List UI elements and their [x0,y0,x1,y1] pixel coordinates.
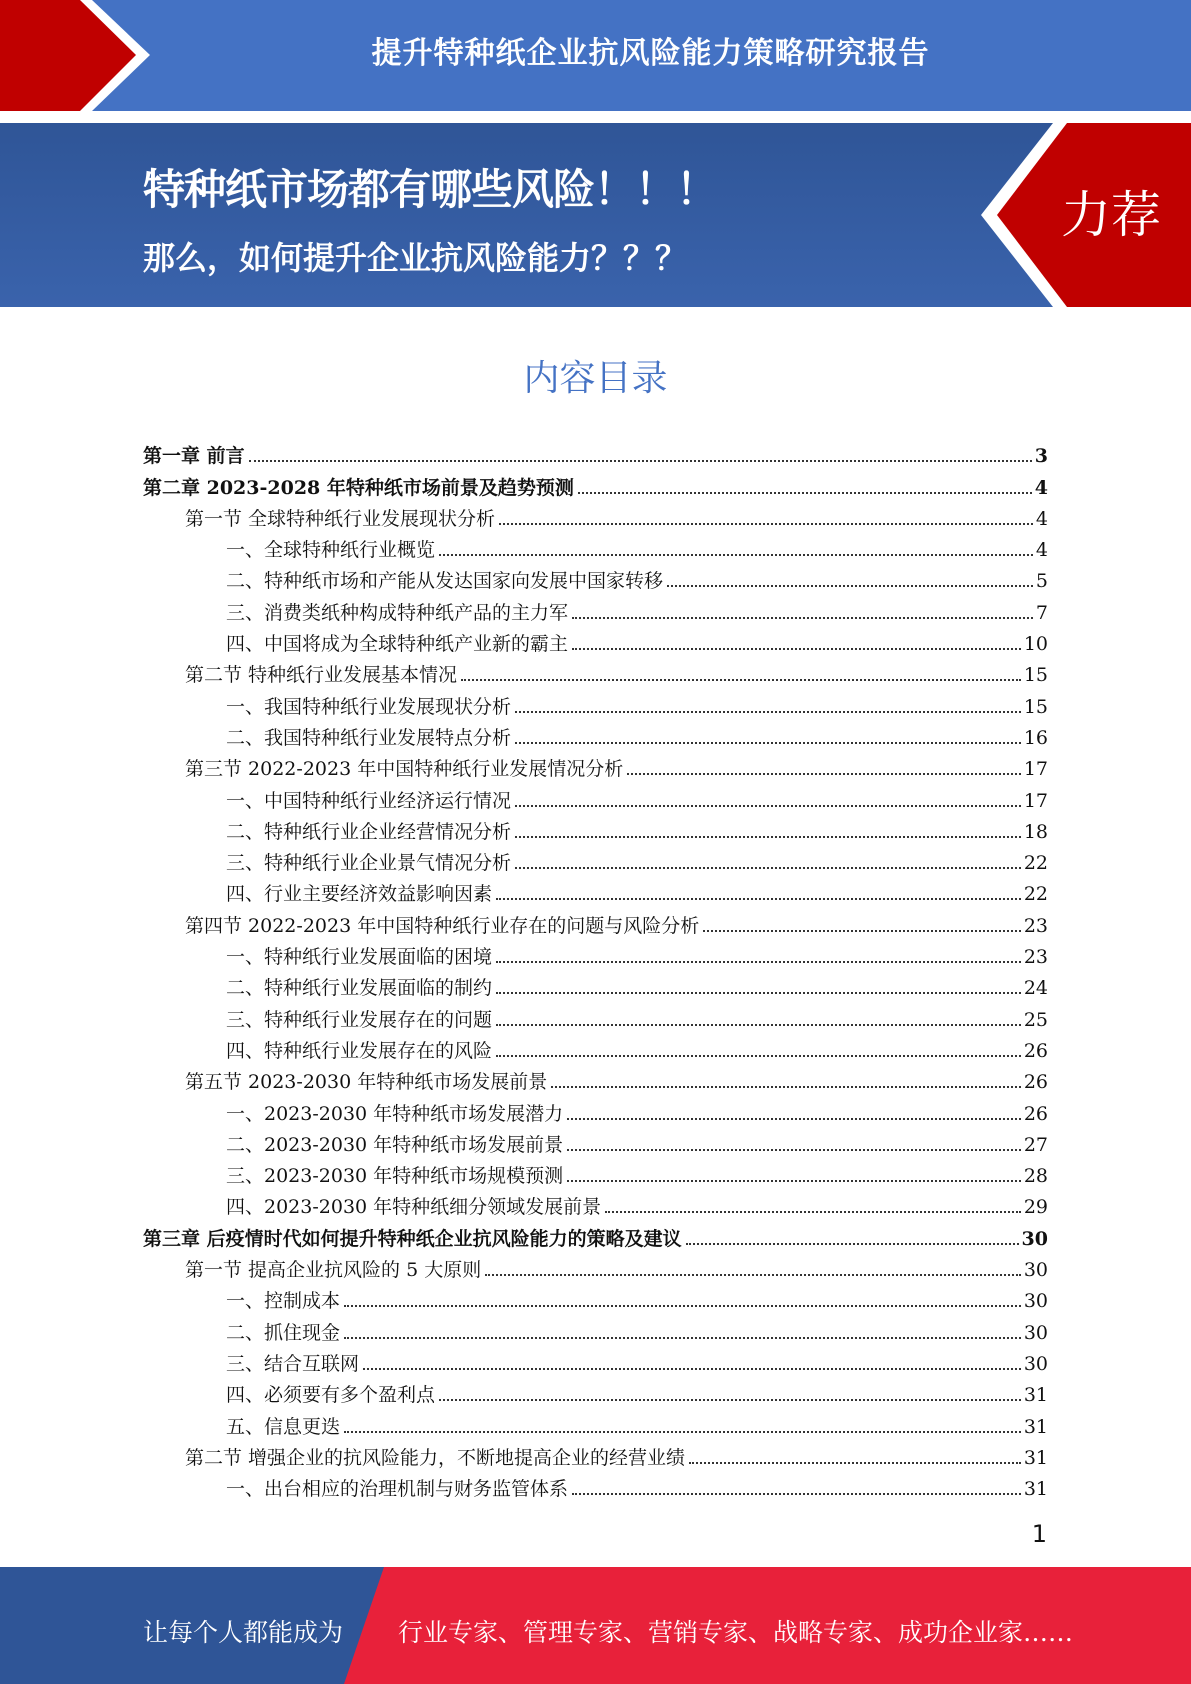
toc-entry-page: 30 [1023,1352,1048,1375]
toc-entry-title: 一、出台相应的治理机制与财务监管体系 [226,1478,569,1501]
toc-entry-page: 22 [1023,852,1048,875]
toc-entry-page: 4 [1035,539,1048,562]
toc-entry[interactable] [143,937,1048,968]
toc-dot-leader [515,867,1021,869]
toc-entry-title: 四、必须要有多个盈利点 [226,1384,436,1407]
toc-entry[interactable] [143,467,1048,498]
toc-entry[interactable] [143,592,1048,623]
toc-entry-title: 第一章 前言 [143,445,245,468]
toc-entry-page: 4 [1034,476,1048,499]
toc-entry[interactable] [143,436,1048,467]
toc-entry-title: 第二章 2023-2028 年特种纸市场前景及趋势预测 [143,476,574,499]
toc-entry-page: 31 [1023,1415,1048,1438]
toc-entry-title: 二、特种纸市场和产能从发达国家向发展中国家转移 [226,570,664,593]
toc-dot-leader [689,1462,1021,1464]
toc-entry-page: 16 [1023,726,1048,749]
toc-entry[interactable] [143,1281,1048,1312]
toc-entry[interactable] [143,499,1048,530]
toc-entry-page: 10 [1023,633,1048,656]
toc-entry-title: 二、特种纸行业发展面临的制约 [226,977,493,1000]
toc-entry-page: 15 [1023,695,1048,718]
toc-entry[interactable] [143,561,1048,592]
toc-entry-page: 31 [1023,1478,1048,1501]
toc-entry-page: 26 [1023,1102,1048,1125]
toc-entry-page: 17 [1023,789,1048,812]
toc-entry-page: 30 [1023,1290,1048,1313]
recommend-badge-label: 力荐 [1061,186,1161,244]
toc-entry[interactable] [143,780,1048,811]
toc-entry-page: 25 [1023,1008,1048,1031]
footer-slogan-right: 行业专家、管理专家、营销专家、战略专家、成功企业家…… [398,1618,1074,1647]
toc-entry-page: 7 [1035,601,1048,624]
toc-entry-page: 31 [1023,1384,1048,1407]
toc-entry-page: 30 [1021,1227,1048,1250]
toc-dot-leader [605,1211,1021,1213]
toc-entry[interactable] [143,624,1048,655]
toc-entry[interactable] [143,530,1048,561]
toc-dot-leader [567,1149,1021,1151]
toc-entry[interactable] [143,1187,1048,1218]
toc-entry[interactable] [143,1218,1048,1249]
page-number: 1 [1031,1520,1047,1548]
toc-dot-leader [703,930,1021,932]
report-title: 提升特种纸企业抗风险能力策略研究报告 [371,36,930,71]
toc-entry[interactable] [143,1156,1048,1187]
toc-dot-leader [344,1431,1021,1433]
toc-entry-title: 一、全球特种纸行业概览 [226,539,436,562]
toc-entry-title: 第一节 提高企业抗风险的 5 大原则 [185,1259,482,1282]
toc-entry[interactable] [143,718,1048,749]
toc-entry[interactable] [143,1312,1048,1343]
toc-entry[interactable] [143,655,1048,686]
toc-entry-title: 五、信息更迭 [226,1415,341,1438]
toc-entry-page: 24 [1023,977,1048,1000]
toc-dot-leader [515,711,1021,713]
toc-entry-page: 15 [1023,664,1048,687]
toc-entry[interactable] [143,968,1048,999]
toc-entry-title: 第四节 2022-2023 年中国特种纸行业存在的问题与风险分析 [185,914,700,937]
toc-dot-leader [496,898,1021,900]
toc-dot-leader [461,679,1021,681]
toc-dot-leader [572,1493,1021,1495]
toc-title: 内容目录 [523,358,668,399]
toc-dot-leader [551,1086,1021,1088]
toc-entry-title: 二、抓住现金 [226,1321,341,1344]
toc-entry-page: 23 [1023,914,1048,937]
red-chevron-arrow-icon [0,0,160,111]
toc-entry-page: 26 [1023,1071,1048,1094]
toc-entry[interactable] [143,749,1048,780]
toc-entry[interactable] [143,812,1048,843]
toc-dot-leader [572,617,1033,619]
toc-entry-title: 一、我国特种纸行业发展现状分析 [226,695,512,718]
footer-slogan-left: 让每个人都能成为 [143,1618,344,1647]
hero-subheadline: 那么，如何提升企业抗风险能力？？？ [143,239,688,277]
toc-entry-page: 28 [1023,1165,1048,1188]
toc-entry-page: 27 [1023,1133,1048,1156]
toc-dot-leader [515,836,1021,838]
toc-entry[interactable] [143,1344,1048,1375]
top-banner [0,0,1191,111]
toc-entry-title: 三、特种纸行业发展存在的问题 [226,1008,493,1031]
toc-entry[interactable] [143,843,1048,874]
toc-entry-title: 一、控制成本 [226,1290,341,1313]
toc-dot-leader [496,992,1021,994]
toc-entry-page: 5 [1035,570,1048,593]
toc-entry[interactable] [143,1031,1048,1062]
toc-dot-leader [567,1118,1021,1120]
toc-entry-title: 四、特种纸行业发展存在的风险 [226,1039,493,1062]
toc-dot-leader [515,742,1021,744]
toc-entry-title: 四、2023-2030 年特种纸细分领域发展前景 [226,1196,602,1219]
toc-entry[interactable] [143,1438,1048,1469]
toc-dot-leader [515,805,1021,807]
toc-entry-title: 三、消费类纸种构成特种纸产品的主力军 [226,601,569,624]
table-of-contents [143,436,1048,1500]
toc-entry-page: 30 [1023,1259,1048,1282]
toc-dot-leader [363,1368,1021,1370]
toc-entry-title: 二、2023-2030 年特种纸市场发展前景 [226,1133,564,1156]
toc-entry-page: 17 [1023,758,1048,781]
toc-dot-leader [485,1274,1021,1276]
toc-entry-title: 一、中国特种纸行业经济运行情况 [226,789,512,812]
toc-entry-title: 第一节 全球特种纸行业发展现状分析 [185,507,496,530]
toc-dot-leader [496,1024,1021,1026]
toc-dot-leader [567,1180,1021,1182]
toc-entry[interactable] [143,874,1048,905]
toc-dot-leader [572,648,1021,650]
toc-entry[interactable] [143,1375,1048,1406]
toc-entry-title: 四、行业主要经济效益影响因素 [226,883,493,906]
toc-dot-leader [496,961,1021,963]
toc-dot-leader [578,492,1032,494]
toc-entry[interactable] [143,1062,1048,1093]
toc-entry[interactable] [143,1469,1048,1500]
toc-dot-leader [249,460,1032,462]
hero-headline: 特种纸市场都有哪些风险！！！ [143,165,718,214]
toc-entry-title: 三、2023-2030 年特种纸市场规模预测 [226,1165,564,1188]
toc-entry-title: 一、2023-2030 年特种纸市场发展潜力 [226,1102,564,1125]
toc-dot-leader [496,1055,1021,1057]
toc-entry-page: 31 [1023,1446,1048,1469]
toc-entry-page: 30 [1023,1321,1048,1344]
toc-dot-leader [667,585,1033,587]
toc-dot-leader [686,1243,1019,1245]
toc-entry-title: 一、特种纸行业发展面临的困境 [226,946,493,969]
toc-entry-title: 三、结合互联网 [226,1352,360,1375]
toc-entry-title: 二、特种纸行业企业经营情况分析 [226,820,512,843]
toc-entry-page: 3 [1034,445,1048,468]
toc-entry[interactable] [143,1406,1048,1437]
toc-entry-title: 第五节 2023-2030 年特种纸市场发展前景 [185,1071,548,1094]
toc-entry-title: 三、特种纸行业企业景气情况分析 [226,852,512,875]
toc-dot-leader [439,554,1033,556]
toc-dot-leader [439,1399,1021,1401]
toc-entry[interactable] [143,999,1048,1030]
toc-entry-title: 四、中国将成为全球特种纸产业新的霸主 [226,633,569,656]
toc-entry-page: 26 [1023,1039,1048,1062]
toc-entry-page: 4 [1035,507,1048,530]
toc-entry-page: 23 [1023,946,1048,969]
toc-entry-title: 二、我国特种纸行业发展特点分析 [226,726,512,749]
toc-entry-title: 第三节 2022-2023 年中国特种纸行业发展情况分析 [185,758,624,781]
toc-entry[interactable] [143,686,1048,717]
toc-dot-leader [499,523,1033,525]
hero-banner [0,123,1191,307]
toc-entry[interactable] [143,1093,1048,1124]
toc-entry[interactable] [143,905,1048,936]
toc-dot-leader [344,1337,1021,1339]
toc-entry[interactable] [143,1125,1048,1156]
toc-dot-leader [344,1305,1021,1307]
toc-entry-page: 22 [1023,883,1048,906]
toc-entry[interactable] [143,1250,1048,1281]
toc-entry-page: 29 [1023,1196,1048,1219]
toc-entry-title: 第二节 特种纸行业发展基本情况 [185,664,458,687]
toc-entry-title: 第三章 后疫情时代如何提升特种纸企业抗风险能力的策略及建议 [143,1227,682,1250]
toc-entry-page: 18 [1023,820,1048,843]
toc-entry-title: 第二节 增强企业的抗风险能力，不断地提高企业的经营业绩 [185,1446,686,1469]
toc-dot-leader [627,773,1021,775]
